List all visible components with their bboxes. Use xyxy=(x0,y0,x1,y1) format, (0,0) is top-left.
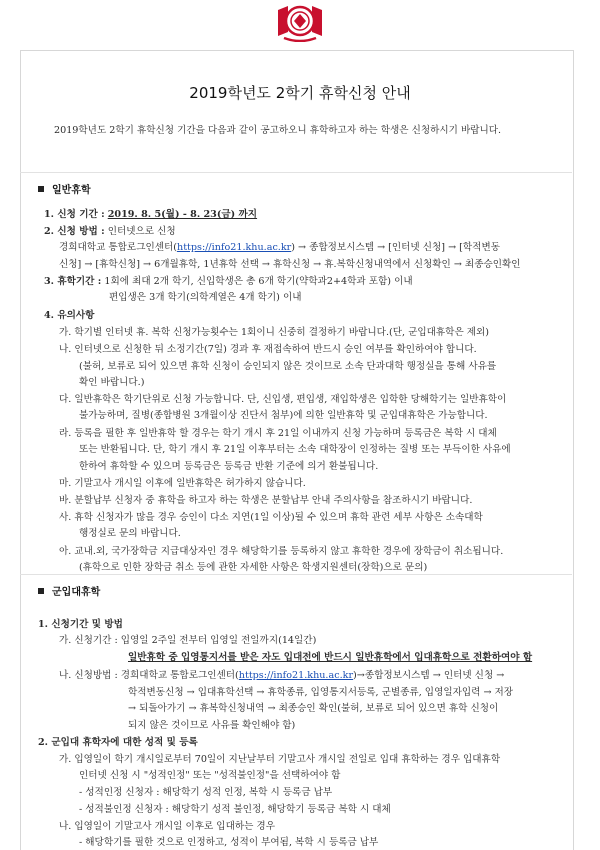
square-bullet-icon xyxy=(38,588,44,594)
grades-detail: - 해당학기를 필한 것으로 인정하고, 성적이 부여됨, 복학 시 등록금 납부 xyxy=(79,837,379,848)
grades-line: 나. 입영일이 기말고사 개시일 이후로 입대하는 경우 xyxy=(59,821,275,832)
leave-period-line-2: 편입생은 3개 학기(의학계열은 4개 학기) 이내 xyxy=(109,292,302,303)
military-period-note: 일반휴학 중 입영통지서를 받은 자도 입대전에 반드시 일반휴학에서 입대휴학으로 전환하여야 함 xyxy=(128,652,533,663)
note-line: 불가능하며, 질병(종합병원 3개월이상 진단서 첨부)에 의한 일반휴학 및 군입대휴학은 가능합니다. xyxy=(79,410,488,421)
grades-detail: - 성적불인정 신청자 : 해당학기 성적 불인정, 해당학기 등록금 복학 시 대체 xyxy=(79,804,391,815)
divider xyxy=(20,574,572,575)
period-value: 2019. 8. 5(월) - 8. 23(금) 까지 xyxy=(107,209,258,220)
grades-detail: - 성적인정 신청자 : 해당학기 성적 인정, 복학 시 등록금 납부 xyxy=(79,787,333,798)
method-line: 학적변동신청 → 입대휴학선택 → 휴학종류, 입영통지서등록, 군별종류, 입영일자입력 → 저장 xyxy=(128,687,514,698)
square-bullet-icon xyxy=(38,186,44,192)
note-line: 나. 인터넷으로 신청한 뒤 소정기간(7일) 경과 후 재접속하여 반드시 승인 여부를 확인하여야 합니다. xyxy=(59,344,477,355)
header-bar xyxy=(0,0,600,46)
note-line: 마. 기말고사 개시일 이후에 일반휴학은 허가하지 않습니다. xyxy=(59,478,306,489)
note-line: 확인 바랍니다.) xyxy=(79,377,145,388)
item-period: 1. 신청 기간 : 2019. 8. 5(월) - 8. 23(금) 까지 xyxy=(44,209,258,220)
page-title: 2019학년도 2학기 휴학신청 안내 xyxy=(189,84,411,102)
note-line: 행정실로 문의 바랍니다. xyxy=(79,528,181,539)
note-line: 사. 휴학 신청자가 많을 경우 승인이 다소 지연(1일 이상)될 수 있으며 휴학 관련 세부 사항은 소속대학 xyxy=(59,512,483,523)
university-logo xyxy=(274,2,326,42)
note-line: 다. 일반휴학은 학기단위로 신청 가능합니다. 단, 신입생, 편입생, 재입학생은 입학한 당해학기는 일반휴학이 xyxy=(59,394,507,405)
military-method: 나. 신청방법 : 경희대학교 통합로그인센터(https://info21.khu.ac.kr)→종합정보시스템 → 인터넷 신청 → xyxy=(59,670,505,681)
section-heading: 일반휴학 xyxy=(52,185,91,196)
item-method: 2. 신청 방법 : 인터넷으로 신청 xyxy=(44,226,176,237)
note-line: 라. 등록을 필한 후 일반휴학 할 경우는 학기 개시 후 21일 이내까지 신청 가능하며 등록금은 복학 시 대체 xyxy=(59,428,497,439)
item-grades-registration: 2. 군입대 휴학자에 대한 성적 및 등록 xyxy=(38,737,198,748)
method-line: → 되돌아가기 → 휴복학신청내역 → 최종승인 확인(불허, 보류로 되어 있으면 휴학 신청이 xyxy=(128,703,499,714)
military-period: 가. 신청기간 : 입영일 2주일 전부터 입영일 전일까지(14일간) xyxy=(59,635,317,646)
grades-line: 가. 입영일이 학기 개시일로부터 70일이 지난날부터 기말고사 개시일 전일로 입대 휴학하는 경우 입대휴학 xyxy=(59,754,501,765)
section-military-leave xyxy=(38,583,100,598)
intro-paragraph: 2019학년도 2학기 휴학신청 기간을 다음과 같이 공고하오니 휴학하고자 하는 학생은 신청하시기 바랍니다. xyxy=(54,125,502,136)
item-notes-heading: 4. 유의사항 xyxy=(44,310,95,321)
item-period-method: 1. 신청기간 및 방법 xyxy=(38,619,123,630)
method-line-2: 경희대학교 통합로그인센터(https://info21.khu.ac.kr) → 종합정보시스템 → [인터넷 신청] → [학적변동 xyxy=(59,242,500,253)
note-line: 가. 학기별 인터넷 휴. 복학 신청가능횟수는 1회이니 신중히 결정하기 바랍니다.(단, 군입대휴학은 제외) xyxy=(59,327,490,338)
section-general-leave xyxy=(38,181,91,196)
method-line-3: 신청] → [휴학신청] → 6개월휴학, 1년휴학 선택 → 휴학신청 → 휴.복학신청내역에서 신청확인 → 최종승인확인 xyxy=(59,259,521,270)
note-line: 아. 교내.외, 국가장학금 지급대상자인 경우 해당학기를 등록하지 않고 휴학한 경우에 장학금이 취소됩니다. xyxy=(59,546,504,557)
item-leave-period: 3. 휴학기간 : 1회에 최대 2개 학기, 신입학생은 총 6개 학기(약학과2+4학과 포함) 이내 xyxy=(44,276,413,287)
divider xyxy=(20,172,572,173)
grades-line: 인터넷 신청 시 "성적인정" 또는 "성적불인정"을 선택하여야 함 xyxy=(79,770,341,781)
note-line: (휴학으로 인한 장학금 취소 등에 관한 자세한 사항은 학생지원센터(장학)으로 문의) xyxy=(79,562,428,573)
note-line: (불허, 보류로 되어 있으면 휴학 신청이 승인되지 않은 것이므로 소속 단과대학 행정실을 통해 사유를 xyxy=(79,361,497,372)
note-line: 한하여 휴학할 수 있으며 등록금은 등록금 반환 기준에 의거 환불됩니다. xyxy=(79,461,379,472)
note-line: 또는 반환됩니다. 단, 학기 개시 후 21일 이후부터는 소속 대학장이 인정하는 질병 또는 부득이한 사유에 xyxy=(79,444,511,455)
section-heading: 군입대휴학 xyxy=(52,587,101,598)
info21-link[interactable]: https://info21.khu.ac.kr xyxy=(238,670,354,681)
info21-link[interactable]: https://info21.khu.ac.kr xyxy=(177,242,292,253)
note-line: 바. 분할납부 신청자 중 휴학을 하고자 하는 학생은 분할납부 안내 주의사항을 참조하시기 바랍니다. xyxy=(59,495,473,506)
method-line: 되지 않은 것이므로 사유를 확인해야 함) xyxy=(128,720,296,731)
